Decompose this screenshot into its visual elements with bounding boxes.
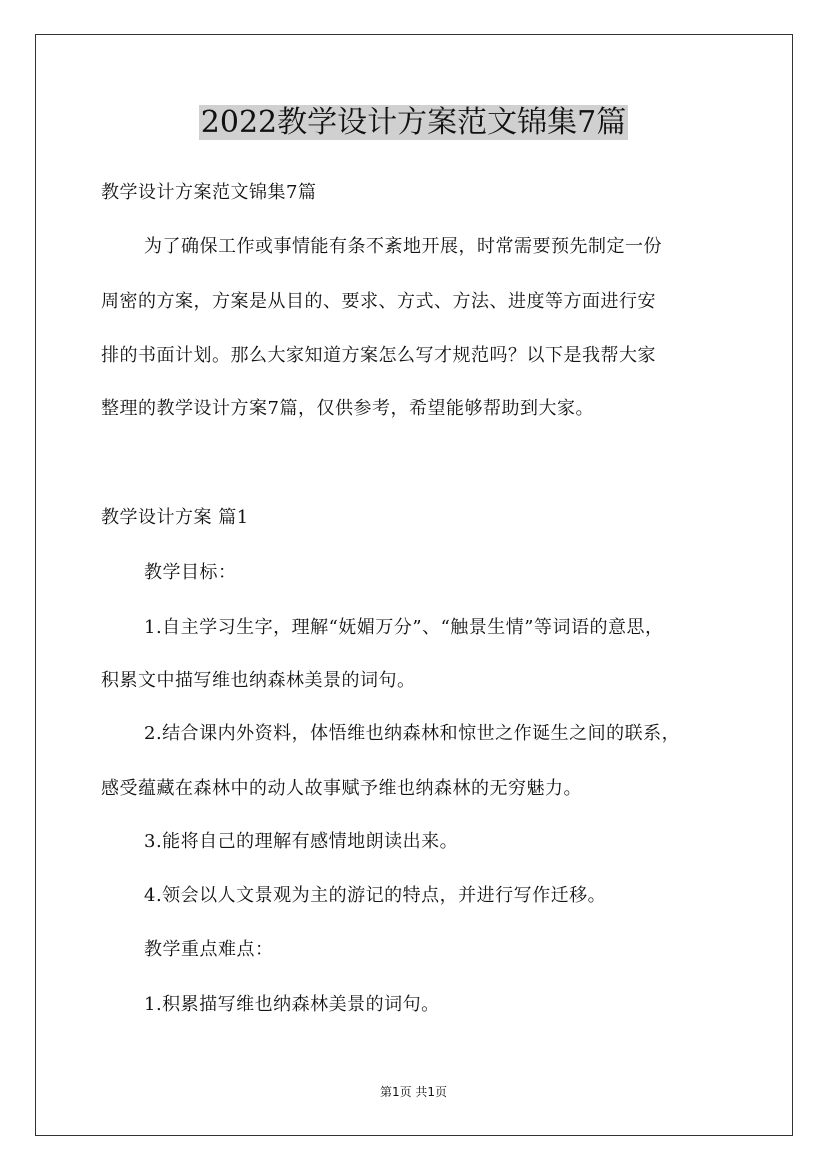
document-title	[0, 101, 827, 145]
goals-heading: 教学目标：	[144, 562, 237, 583]
intro-line-1: 为了确保工作或事情能有条不紊地开展，时常需要预先制定一份	[144, 236, 662, 257]
goal-3: 3.能将自己的理解有感情地朗读出来。	[144, 831, 459, 852]
section-heading: 教学设计方案 篇1	[101, 507, 249, 528]
page-footer: 第1页 共1页	[379, 1085, 448, 1099]
key-point-1: 1.积累描写维也纳森林美景的词句。	[144, 994, 440, 1015]
goal-1-line-1: 1.自主学习生字，理解“妩媚万分”、“触景生情”等词语的意思，	[144, 617, 664, 638]
intro-line-3: 排的书面计划。那么大家知道方案怎么写才规范吗？以下是我帮大家	[101, 345, 656, 366]
goal-2-line-2: 感受蕴藏在森林中的动人故事赋予维也纳森林的无穷魅力。	[101, 778, 582, 799]
intro-line-2: 周密的方案，方案是从目的、要求、方式、方法、进度等方面进行安	[101, 291, 656, 312]
document-subtitle: 教学设计方案范文锦集7篇	[101, 182, 317, 203]
key-points-heading: 教学重点难点：	[144, 939, 274, 960]
goal-2-line-1: 2.结合课内外资料，体悟维也纳森林和惊世之作诞生之间的联系，	[144, 723, 681, 744]
document-title-text: 2022教学设计方案范文锦集7篇	[200, 105, 627, 140]
goal-4: 4.领会以人文景观为主的游记的特点，并进行写作迁移。	[144, 885, 607, 906]
intro-line-4: 整理的教学设计方案7篇，仅供参考，希望能够帮助到大家。	[101, 398, 594, 419]
goal-1-line-2: 积累文中描写维也纳森林美景的词句。	[101, 670, 416, 691]
